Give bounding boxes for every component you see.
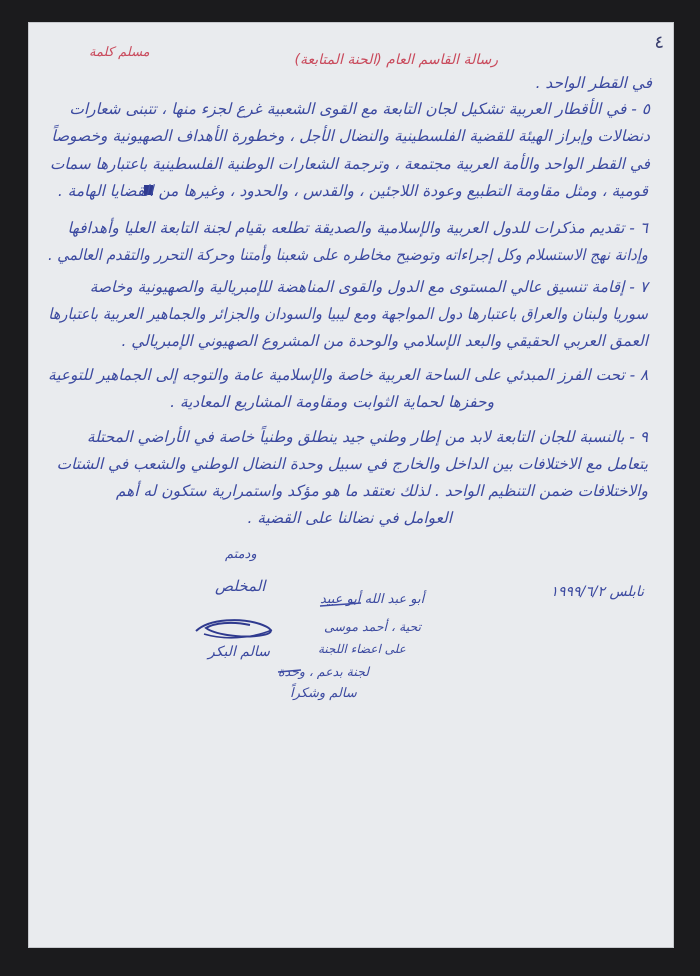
signature-line: لجنة بدعم ، وحدة [278, 664, 369, 679]
body-line: دنضالات وإبراز الهيئة للقضية الفلسطينية والنضال الأجل ، وخطورة الأهداف الصهيونية وخصوصاً [51, 127, 650, 145]
signature-line: تحية ، أحمد موسى [324, 619, 422, 634]
body-line: ٩ - بالنسبة للجان التابعة لابد من إطار وطني جيد ينطلق وطنياً خاصة في الأراضي المحتلة [86, 428, 648, 446]
body-line: العمق العربي الحقيقي والبعد الإسلامي والوحدة من المشروع الصهيوني الإمبريالي . [121, 332, 648, 350]
body-line: وحفزها لحماية الثوابت ومقاومة المشاريع المعادية . [170, 393, 494, 411]
body-line: العوامل في نضالنا على القضية . [247, 509, 452, 527]
signature-line: أبو عبد الله أبو عبيد [320, 592, 425, 607]
salutation-line: في القطر الواحد . [535, 74, 652, 92]
closing-text: ودمتم [225, 547, 257, 562]
corner-page-mark: ٤ [654, 32, 664, 53]
body-line: والاختلافات ضمن التنظيم الواحد . لذلك نعتقد ما هو مؤكد واستمرارية ستكون له أهم [115, 482, 648, 500]
red-corner-annotation: مسلم كلمة [89, 45, 150, 60]
sender-name: سالم البكر [208, 644, 270, 660]
body-line: ٦ - تقديم مذكرات للدول العربية والإسلامية والصديقة تطلعه بقيام لجنة التابعة العليا وأهدافها [67, 219, 648, 237]
body-line: قومية ، ومثل مقاومة التطبيع وعودة اللاجئين ، والقدس ، والحدود ، وغيرها من القضايا الهامة . [57, 182, 648, 200]
letter-page [28, 22, 674, 948]
sender-title: المخلص [215, 577, 266, 595]
letter-date: نابلس ١٩٩٩/٦/٢ [550, 584, 644, 600]
body-line: ٨ - تحت الفرز المبدئي على الساحة العربية خاصة والإسلامية عامة والتوجه إلى الجماهير للتوعية [47, 366, 648, 384]
body-line: ٥ - في الأقطار العربية تشكيل لجان التابعة مع القوى الشعبية غرع لجزء منها ، تتبنى شعارات [69, 100, 650, 118]
body-line: في القطر الواحد والأمة العربية مجتمعة ، وترجمة الشعارات الوطنية الفلسطينية باعتبارها سمات [50, 155, 650, 173]
body-line: وإدانة نهج الاستسلام وكل إجراءاته وتوضيح مخاطره على شعبنا وأمتنا وحركة التحرر والتقدم العالمي . [48, 246, 648, 264]
red-heading-annotation: رسالة القاسم العام (الحنة المتابعة) [294, 52, 498, 68]
body-line: سوريا ولبنان والعراق باعتبارها دول المواجهة ومع ليبيا والسودان والجزائر والجماهير العربية باعتبارها [48, 305, 648, 323]
body-line: يتعامل مع الاختلافات بين الداخل والخارج في سبيل وحدة النضال الوطني والشعب في الشتات [56, 455, 648, 473]
body-line: ٧ - إقامة تنسيق عالي المستوى مع الدول والقوى المناهضة للإمبريالية والصهيونية وخاصة [89, 278, 648, 296]
signature-line: سالم وشكراً [290, 686, 357, 701]
signature-line: على اعضاء اللجنة [318, 642, 406, 656]
